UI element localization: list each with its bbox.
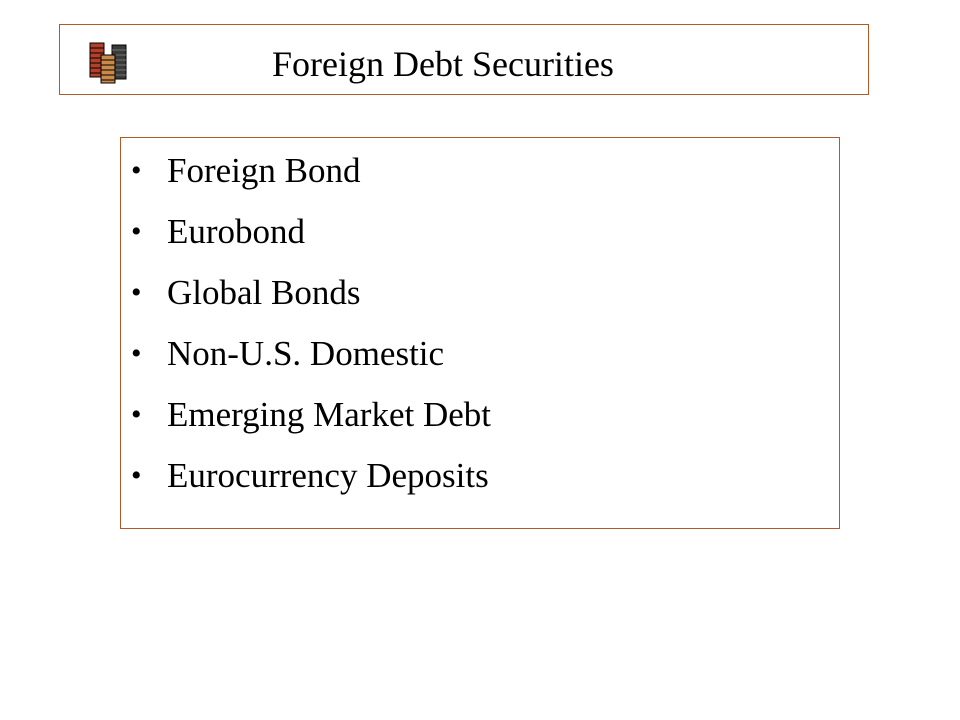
bullet-label: Eurobond	[167, 212, 306, 251]
bullet-frame	[120, 137, 840, 529]
bullet-label: Emerging Market Debt	[167, 395, 491, 434]
bullet-marker: •	[131, 154, 142, 187]
bullet-label: Eurocurrency Deposits	[167, 456, 489, 495]
bullet-marker: •	[131, 337, 142, 370]
bullet-label: Non-U.S. Domestic	[167, 334, 445, 373]
bullet-marker: •	[131, 215, 142, 248]
slide-title: Foreign Debt Securities	[272, 44, 614, 84]
bullet-marker: •	[131, 459, 142, 492]
bullet-marker: •	[131, 398, 142, 431]
title-frame	[59, 24, 869, 95]
coin-stack-icon	[88, 39, 130, 85]
bullet-marker: •	[131, 276, 142, 309]
bullet-label: Foreign Bond	[167, 151, 361, 190]
bullet-label: Global Bonds	[167, 273, 361, 312]
